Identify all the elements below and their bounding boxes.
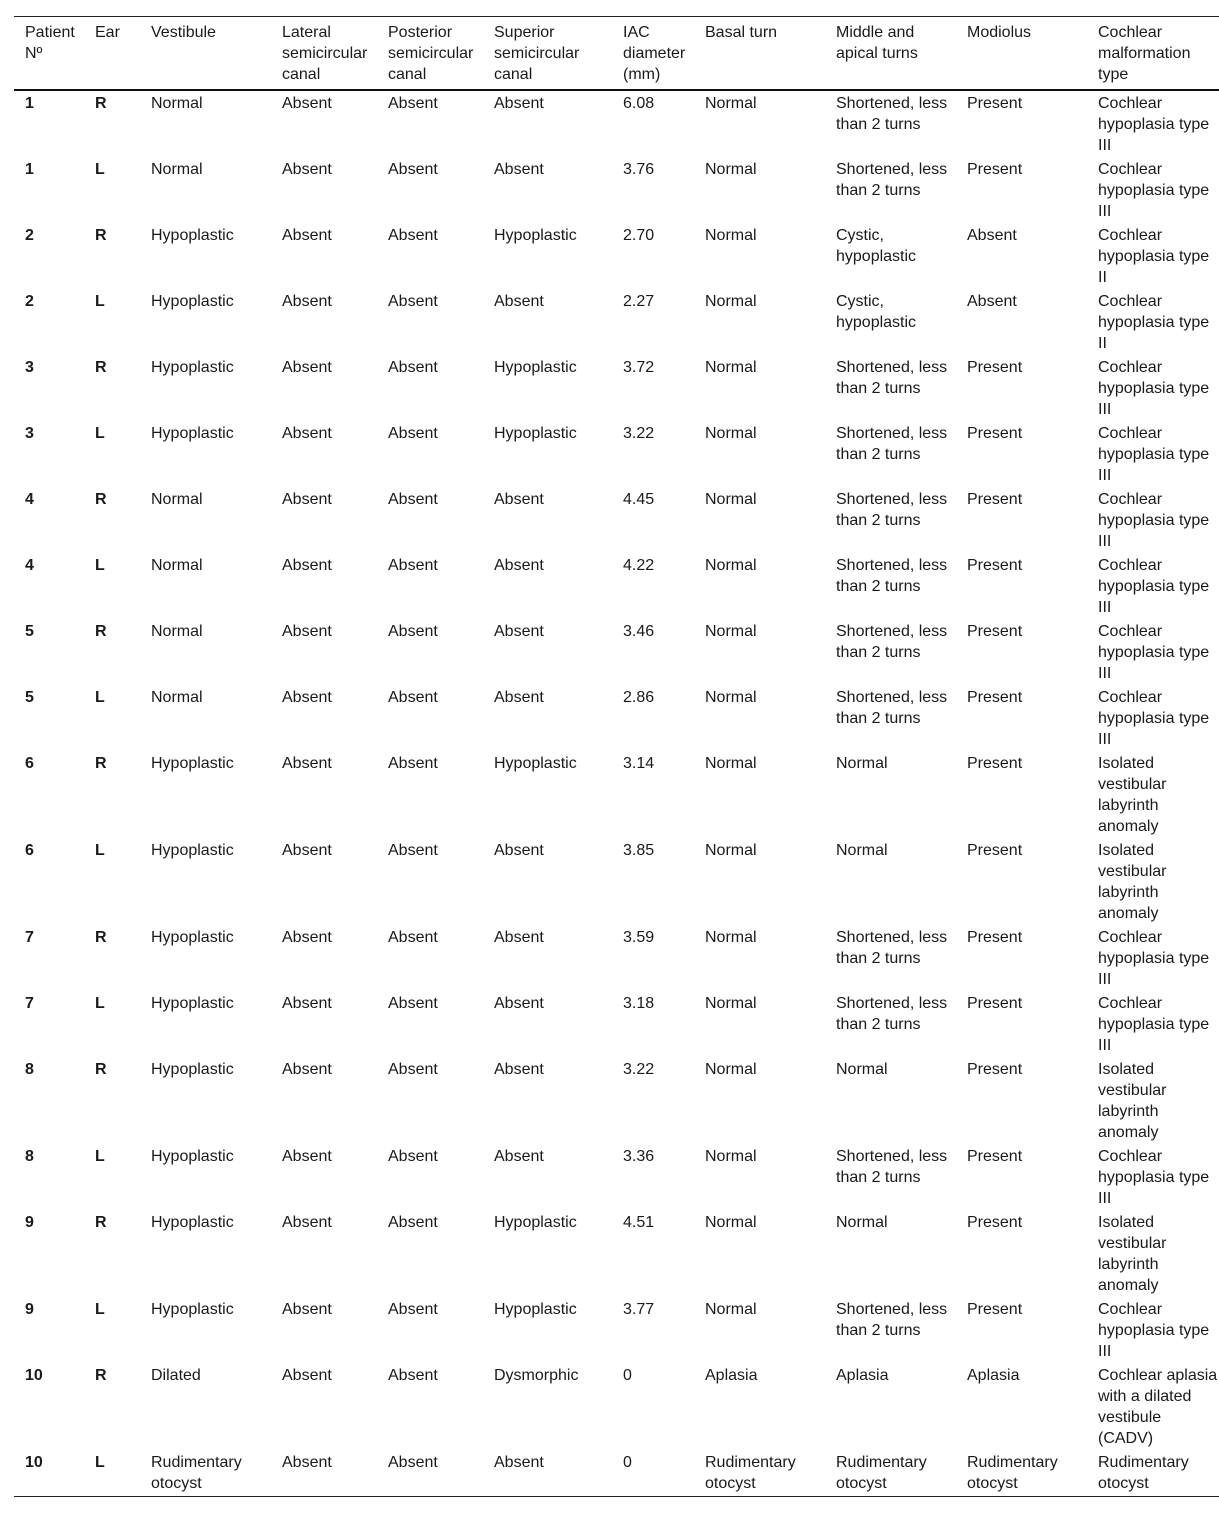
cell-lateral-canal: Absent	[282, 425, 332, 442]
cell-middle-apical-turns: Cystic, hypoplastic	[836, 227, 917, 265]
cell-malformation-type: Cochlear hypoplasia type III	[1098, 425, 1210, 484]
cell-ear: R	[95, 1214, 107, 1231]
cell-patient-no: 3	[25, 359, 34, 376]
cell-malformation-type: Cochlear hypoplasia type III	[1098, 491, 1210, 550]
cell-posterior-canal: Absent	[388, 842, 438, 859]
cell-ear: L	[95, 842, 105, 859]
table-row	[14, 926, 1219, 992]
cell-middle-apical-turns: Shortened, less than 2 turns	[836, 689, 948, 727]
cell-patient-no: 1	[25, 95, 34, 112]
cell-basal-turn: Normal	[705, 227, 757, 244]
cell-malformation-type: Cochlear hypoplasia type III	[1098, 689, 1210, 748]
cell-middle-apical-turns: Shortened, less than 2 turns	[836, 425, 948, 463]
cell-patient-no: 10	[25, 1367, 43, 1384]
table-row	[14, 1451, 1219, 1497]
cell-superior-canal: Absent	[494, 161, 544, 178]
cell-vestibule: Hypoplastic	[151, 995, 234, 1012]
cell-superior-canal: Absent	[494, 293, 544, 310]
cell-superior-canal: Hypoplastic	[494, 359, 577, 376]
cell-middle-apical-turns: Shortened, less than 2 turns	[836, 557, 948, 595]
cell-iac-diameter: 3.46	[623, 623, 655, 640]
cell-iac-diameter: 3.22	[623, 425, 655, 442]
cell-posterior-canal: Absent	[388, 1061, 438, 1078]
cell-vestibule: Hypoplastic	[151, 842, 234, 859]
cell-basal-turn: Normal	[705, 842, 757, 859]
cell-basal-turn: Normal	[705, 1301, 757, 1318]
cell-malformation-type: Cochlear aplasia with a dilated vestibule (CADV)	[1098, 1367, 1218, 1447]
cell-basal-turn: Normal	[705, 929, 757, 946]
cell-ear: R	[95, 95, 107, 112]
cell-vestibule: Hypoplastic	[151, 227, 234, 244]
table-row	[14, 488, 1219, 554]
cell-patient-no: 3	[25, 425, 34, 442]
cell-malformation-type: Cochlear hypoplasia type III	[1098, 95, 1210, 154]
table-row	[14, 992, 1219, 1058]
cell-iac-diameter: 3.22	[623, 1061, 655, 1078]
cell-malformation-type: Cochlear hypoplasia type III	[1098, 359, 1210, 418]
cell-vestibule: Dilated	[151, 1367, 201, 1384]
cell-superior-canal: Hypoplastic	[494, 1214, 577, 1231]
cell-malformation-type: Isolated vestibular labyrinth anomaly	[1098, 842, 1167, 922]
cell-iac-diameter: 4.45	[623, 491, 655, 508]
cell-basal-turn: Normal	[705, 995, 757, 1012]
cell-modiolus: Present	[967, 359, 1023, 376]
cell-middle-apical-turns: Shortened, less than 2 turns	[836, 161, 948, 199]
cell-posterior-canal: Absent	[388, 929, 438, 946]
cell-modiolus: Absent	[967, 293, 1017, 310]
cell-ear: L	[95, 161, 105, 178]
cell-basal-turn: Normal	[705, 1214, 757, 1231]
cell-patient-no: 9	[25, 1214, 34, 1231]
cell-modiolus: Present	[967, 1061, 1023, 1078]
cell-lateral-canal: Absent	[282, 359, 332, 376]
cell-lateral-canal: Absent	[282, 1061, 332, 1078]
cell-basal-turn: Normal	[705, 293, 757, 310]
cell-patient-no: 5	[25, 689, 34, 706]
cell-lateral-canal: Absent	[282, 1148, 332, 1165]
cell-posterior-canal: Absent	[388, 425, 438, 442]
cell-patient-no: 8	[25, 1148, 34, 1165]
header-modiolus: Modiolus	[967, 24, 1032, 41]
cell-vestibule: Rudimentary otocyst	[151, 1454, 242, 1492]
cell-middle-apical-turns: Shortened, less than 2 turns	[836, 359, 948, 397]
cell-ear: L	[95, 425, 105, 442]
table-row	[14, 422, 1219, 488]
cell-malformation-type: Cochlear hypoplasia type III	[1098, 623, 1210, 682]
cell-patient-no: 9	[25, 1301, 34, 1318]
cell-lateral-canal: Absent	[282, 1367, 332, 1384]
table-row	[14, 752, 1219, 839]
table-row	[14, 686, 1219, 752]
cell-patient-no: 7	[25, 995, 34, 1012]
header-basal-turn: Basal turn	[705, 24, 778, 41]
cell-modiolus: Present	[967, 161, 1023, 178]
cell-vestibule: Hypoplastic	[151, 359, 234, 376]
cell-iac-diameter: 3.85	[623, 842, 655, 859]
cell-superior-canal: Absent	[494, 929, 544, 946]
table-container	[14, 16, 1219, 1497]
cell-ear: L	[95, 689, 105, 706]
table-row	[14, 158, 1219, 224]
cell-ear: L	[95, 293, 105, 310]
cell-iac-diameter: 3.59	[623, 929, 655, 946]
cell-lateral-canal: Absent	[282, 842, 332, 859]
table-row	[14, 554, 1219, 620]
cell-lateral-canal: Absent	[282, 293, 332, 310]
cell-malformation-type: Cochlear hypoplasia type II	[1098, 227, 1210, 286]
cell-middle-apical-turns: Shortened, less than 2 turns	[836, 1301, 948, 1339]
cell-superior-canal: Absent	[494, 557, 544, 574]
cell-modiolus: Present	[967, 929, 1023, 946]
header-middle-apical-turns: Middle and apical turns	[836, 24, 918, 62]
cell-modiolus: Present	[967, 995, 1023, 1012]
cell-modiolus: Present	[967, 425, 1023, 442]
cell-malformation-type: Cochlear hypoplasia type III	[1098, 929, 1210, 988]
cell-superior-canal: Absent	[494, 842, 544, 859]
cell-ear: L	[95, 995, 105, 1012]
cell-posterior-canal: Absent	[388, 557, 438, 574]
cell-modiolus: Present	[967, 1148, 1023, 1165]
cell-ear: R	[95, 623, 107, 640]
table-row	[14, 839, 1219, 926]
cell-posterior-canal: Absent	[388, 1148, 438, 1165]
cell-basal-turn: Normal	[705, 161, 757, 178]
header-ear: Ear	[95, 24, 120, 41]
cell-lateral-canal: Absent	[282, 95, 332, 112]
cell-patient-no: 6	[25, 842, 34, 859]
cell-superior-canal: Hypoplastic	[494, 1301, 577, 1318]
cell-modiolus: Present	[967, 1301, 1023, 1318]
cell-modiolus: Present	[967, 95, 1023, 112]
cell-patient-no: 5	[25, 623, 34, 640]
cell-ear: R	[95, 359, 107, 376]
cell-iac-diameter: 2.27	[623, 293, 655, 310]
cell-posterior-canal: Absent	[388, 491, 438, 508]
cell-ear: R	[95, 929, 107, 946]
cell-posterior-canal: Absent	[388, 359, 438, 376]
cell-malformation-type: Cochlear hypoplasia type III	[1098, 1301, 1210, 1360]
cell-lateral-canal: Absent	[282, 161, 332, 178]
cell-lateral-canal: Absent	[282, 689, 332, 706]
cell-patient-no: 4	[25, 491, 34, 508]
cell-vestibule: Normal	[151, 623, 203, 640]
cell-posterior-canal: Absent	[388, 1214, 438, 1231]
table-row	[14, 356, 1219, 422]
cell-lateral-canal: Absent	[282, 755, 332, 772]
cell-posterior-canal: Absent	[388, 689, 438, 706]
cell-modiolus: Present	[967, 557, 1023, 574]
cell-ear: R	[95, 227, 107, 244]
cell-ear: L	[95, 1301, 105, 1318]
cell-vestibule: Normal	[151, 95, 203, 112]
table-row	[14, 290, 1219, 356]
cell-ear: L	[95, 557, 105, 574]
cell-modiolus: Rudimentary otocyst	[967, 1454, 1058, 1492]
cell-iac-diameter: 0	[623, 1454, 632, 1471]
cell-basal-turn: Normal	[705, 95, 757, 112]
cell-superior-canal: Absent	[494, 95, 544, 112]
cell-lateral-canal: Absent	[282, 995, 332, 1012]
cell-iac-diameter: 6.08	[623, 95, 655, 112]
cell-modiolus: Aplasia	[967, 1367, 1020, 1384]
cell-malformation-type: Cochlear hypoplasia type III	[1098, 995, 1210, 1054]
cell-superior-canal: Absent	[494, 491, 544, 508]
cell-patient-no: 1	[25, 161, 34, 178]
cell-patient-no: 7	[25, 929, 34, 946]
cell-superior-canal: Absent	[494, 1148, 544, 1165]
cell-patient-no: 2	[25, 227, 34, 244]
cell-iac-diameter: 3.14	[623, 755, 655, 772]
cell-lateral-canal: Absent	[282, 929, 332, 946]
cell-middle-apical-turns: Cystic, hypoplastic	[836, 293, 917, 331]
cell-modiolus: Present	[967, 755, 1023, 772]
cell-lateral-canal: Absent	[282, 491, 332, 508]
cell-vestibule: Hypoplastic	[151, 425, 234, 442]
cell-iac-diameter: 3.18	[623, 995, 655, 1012]
cell-vestibule: Hypoplastic	[151, 755, 234, 772]
table-row	[14, 1058, 1219, 1145]
header-iac-diameter: IAC diameter (mm)	[623, 24, 686, 83]
cell-basal-turn: Normal	[705, 755, 757, 772]
cell-middle-apical-turns: Shortened, less than 2 turns	[836, 995, 948, 1033]
cell-posterior-canal: Absent	[388, 161, 438, 178]
table-row	[14, 1298, 1219, 1364]
cell-vestibule: Hypoplastic	[151, 1214, 234, 1231]
cell-posterior-canal: Absent	[388, 1301, 438, 1318]
cell-iac-diameter: 2.86	[623, 689, 655, 706]
table-row	[14, 1145, 1219, 1211]
cell-modiolus: Absent	[967, 227, 1017, 244]
table-header-row	[14, 17, 1219, 91]
cell-superior-canal: Hypoplastic	[494, 425, 577, 442]
cell-lateral-canal: Absent	[282, 1214, 332, 1231]
cell-superior-canal: Absent	[494, 623, 544, 640]
cell-basal-turn: Normal	[705, 689, 757, 706]
header-patient-no: Patient Nº	[25, 24, 75, 62]
cell-ear: R	[95, 1061, 107, 1078]
cell-posterior-canal: Absent	[388, 95, 438, 112]
cell-ear: L	[95, 1148, 105, 1165]
cell-vestibule: Hypoplastic	[151, 929, 234, 946]
cell-iac-diameter: 3.36	[623, 1148, 655, 1165]
cell-superior-canal: Dysmorphic	[494, 1367, 579, 1384]
cell-basal-turn: Normal	[705, 557, 757, 574]
cell-basal-turn: Normal	[705, 359, 757, 376]
cell-malformation-type: Rudimentary otocyst	[1098, 1454, 1189, 1492]
cell-lateral-canal: Absent	[282, 1301, 332, 1318]
cell-vestibule: Normal	[151, 491, 203, 508]
header-superior-canal: Superior semicircular canal	[494, 24, 580, 83]
cell-lateral-canal: Absent	[282, 227, 332, 244]
header-posterior-canal: Posterior semicircular canal	[388, 24, 474, 83]
cell-middle-apical-turns: Normal	[836, 755, 888, 772]
cell-modiolus: Present	[967, 689, 1023, 706]
cell-superior-canal: Absent	[494, 689, 544, 706]
cell-ear: L	[95, 1454, 105, 1471]
cell-basal-turn: Normal	[705, 1061, 757, 1078]
cell-malformation-type: Isolated vestibular labyrinth anomaly	[1098, 755, 1167, 835]
cell-middle-apical-turns: Shortened, less than 2 turns	[836, 929, 948, 967]
cell-vestibule: Hypoplastic	[151, 1061, 234, 1078]
cell-iac-diameter: 3.77	[623, 1301, 655, 1318]
cell-iac-diameter: 2.70	[623, 227, 655, 244]
cell-ear: R	[95, 491, 107, 508]
cell-middle-apical-turns: Shortened, less than 2 turns	[836, 623, 948, 661]
cell-middle-apical-turns: Rudimentary otocyst	[836, 1454, 927, 1492]
table-row	[14, 620, 1219, 686]
cell-middle-apical-turns: Normal	[836, 1214, 888, 1231]
cell-malformation-type: Cochlear hypoplasia type II	[1098, 293, 1210, 352]
cell-superior-canal: Hypoplastic	[494, 227, 577, 244]
cell-patient-no: 10	[25, 1454, 43, 1471]
cell-ear: R	[95, 755, 107, 772]
cell-superior-canal: Absent	[494, 1454, 544, 1471]
cell-vestibule: Normal	[151, 557, 203, 574]
header-malformation-type: Cochlear malformation type	[1098, 24, 1191, 83]
header-vestibule: Vestibule	[151, 24, 216, 41]
cell-iac-diameter: 0	[623, 1367, 632, 1384]
cell-modiolus: Present	[967, 491, 1023, 508]
cell-patient-no: 4	[25, 557, 34, 574]
cell-vestibule: Hypoplastic	[151, 293, 234, 310]
table-row	[14, 1364, 1219, 1451]
cell-superior-canal: Absent	[494, 995, 544, 1012]
cell-modiolus: Present	[967, 623, 1023, 640]
cell-posterior-canal: Absent	[388, 1454, 438, 1471]
cell-basal-turn: Normal	[705, 425, 757, 442]
cell-vestibule: Hypoplastic	[151, 1301, 234, 1318]
cell-superior-canal: Absent	[494, 1061, 544, 1078]
cell-patient-no: 6	[25, 755, 34, 772]
cell-posterior-canal: Absent	[388, 293, 438, 310]
cell-basal-turn: Normal	[705, 623, 757, 640]
cell-vestibule: Normal	[151, 161, 203, 178]
inner-ear-findings-table	[14, 16, 1219, 1497]
cell-patient-no: 8	[25, 1061, 34, 1078]
cell-modiolus: Present	[967, 1214, 1023, 1231]
cell-vestibule: Normal	[151, 689, 203, 706]
cell-malformation-type: Isolated vestibular labyrinth anomaly	[1098, 1061, 1167, 1141]
cell-modiolus: Present	[967, 842, 1023, 859]
cell-malformation-type: Cochlear hypoplasia type III	[1098, 1148, 1210, 1207]
cell-basal-turn: Normal	[705, 1148, 757, 1165]
cell-middle-apical-turns: Normal	[836, 842, 888, 859]
cell-malformation-type: Isolated vestibular labyrinth anomaly	[1098, 1214, 1167, 1294]
cell-lateral-canal: Absent	[282, 623, 332, 640]
cell-posterior-canal: Absent	[388, 623, 438, 640]
table-row	[14, 224, 1219, 290]
cell-middle-apical-turns: Shortened, less than 2 turns	[836, 491, 948, 529]
cell-lateral-canal: Absent	[282, 1454, 332, 1471]
cell-lateral-canal: Absent	[282, 557, 332, 574]
cell-ear: R	[95, 1367, 107, 1384]
cell-iac-diameter: 4.22	[623, 557, 655, 574]
cell-posterior-canal: Absent	[388, 755, 438, 772]
cell-basal-turn: Normal	[705, 491, 757, 508]
cell-middle-apical-turns: Aplasia	[836, 1367, 889, 1384]
cell-superior-canal: Hypoplastic	[494, 755, 577, 772]
cell-vestibule: Hypoplastic	[151, 1148, 234, 1165]
cell-iac-diameter: 3.76	[623, 161, 655, 178]
cell-iac-diameter: 4.51	[623, 1214, 655, 1231]
cell-middle-apical-turns: Normal	[836, 1061, 888, 1078]
cell-posterior-canal: Absent	[388, 1367, 438, 1384]
header-lateral-canal: Lateral semicircular canal	[282, 24, 368, 83]
cell-malformation-type: Cochlear hypoplasia type III	[1098, 161, 1210, 220]
cell-middle-apical-turns: Shortened, less than 2 turns	[836, 1148, 948, 1186]
cell-iac-diameter: 3.72	[623, 359, 655, 376]
cell-middle-apical-turns: Shortened, less than 2 turns	[836, 95, 948, 133]
cell-patient-no: 2	[25, 293, 34, 310]
table-row	[14, 1211, 1219, 1298]
cell-basal-turn: Aplasia	[705, 1367, 758, 1384]
cell-posterior-canal: Absent	[388, 995, 438, 1012]
cell-malformation-type: Cochlear hypoplasia type III	[1098, 557, 1210, 616]
table-row	[14, 90, 1219, 158]
cell-basal-turn: Rudimentary otocyst	[705, 1454, 796, 1492]
cell-posterior-canal: Absent	[388, 227, 438, 244]
table-body	[14, 90, 1219, 1497]
